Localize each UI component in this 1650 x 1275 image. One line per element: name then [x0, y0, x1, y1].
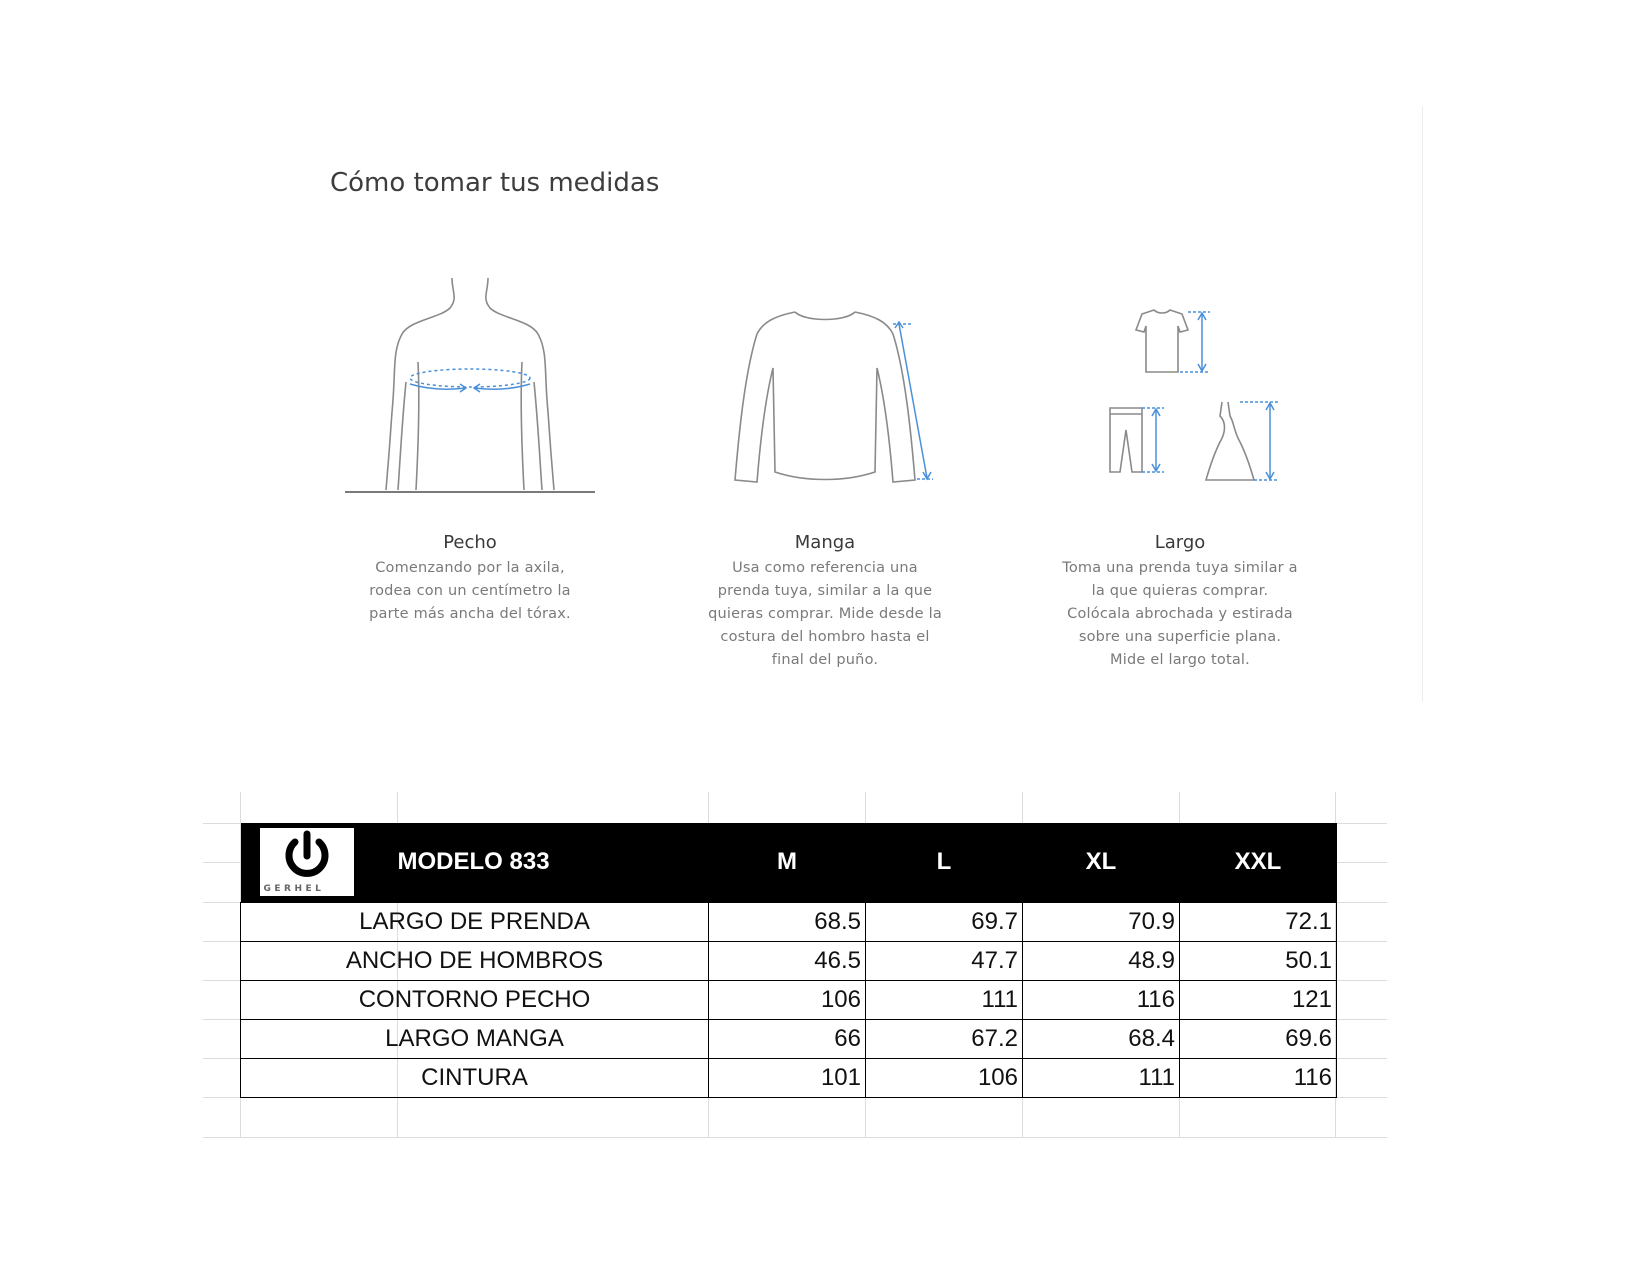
guide-item-description: Toma una prenda tuya similar a la que quieras comprar. Colócala abrochada y estirada sobre una superficie plana. Mide el largo total.: [1062, 560, 1298, 668]
table-cell: 106: [709, 980, 866, 1019]
table-cell: 68.4: [1023, 1019, 1180, 1058]
row-label: ANCHO DE HOMBROS: [241, 941, 709, 980]
size-header-xxl: XXL: [1234, 848, 1282, 876]
table-cell: 121: [1180, 980, 1337, 1019]
panel-divider: [1422, 106, 1423, 702]
guide-item-title: Largo: [1154, 532, 1206, 553]
size-header-l: L: [936, 848, 952, 876]
guide-item-description: Comenzando por la axila, rodea con un centímetro la parte más ancha del tórax.: [369, 560, 571, 622]
table-row: [241, 902, 1337, 941]
table-row: [241, 980, 1337, 1019]
chest-measure-icon: [340, 262, 600, 502]
guide-item-length: [1015, 252, 1345, 672]
row-label: CINTURA: [241, 1058, 709, 1097]
table-cell: 116: [1023, 980, 1180, 1019]
guide-item-chest: [305, 252, 635, 626]
size-header-m: M: [777, 848, 797, 876]
table-cell: 69.6: [1180, 1019, 1337, 1058]
power-icon: [260, 828, 354, 884]
sheet-gridline: [203, 1137, 1387, 1138]
table-cell: 48.9: [1023, 941, 1180, 980]
brand-logo: [260, 828, 354, 896]
brand-name: GERHEL: [263, 884, 325, 895]
table-cell: 67.2: [866, 1019, 1023, 1058]
table-cell: 68.5: [709, 902, 866, 941]
guide-item-title: Manga: [794, 532, 856, 553]
page-title: Cómo tomar tus medidas: [330, 168, 660, 198]
table-cell: 47.7: [866, 941, 1023, 980]
table-cell: 101: [709, 1058, 866, 1097]
table-cell: 111: [866, 980, 1023, 1019]
table-cell: 46.5: [709, 941, 866, 980]
guide-item-sleeve: [660, 252, 990, 672]
guide-item-title: Pecho: [443, 532, 497, 553]
table-header-row: [241, 823, 1337, 902]
table-cell: 106: [866, 1058, 1023, 1097]
brand-logo-cell: [241, 823, 398, 902]
table-row: [241, 941, 1337, 980]
row-label: LARGO DE PRENDA: [241, 902, 709, 941]
table-cell: 50.1: [1180, 941, 1337, 980]
length-measure-icon: [1070, 282, 1290, 502]
table-cell: 69.7: [866, 902, 1023, 941]
size-chart-table: [240, 823, 1337, 1098]
table-cell: 111: [1023, 1058, 1180, 1097]
row-label: CONTORNO PECHO: [241, 980, 709, 1019]
table-row: [241, 1019, 1337, 1058]
table-cell: 116: [1180, 1058, 1337, 1097]
table-cell: 70.9: [1023, 902, 1180, 941]
sleeve-measure-icon: [705, 282, 945, 502]
model-label: MODELO 833: [397, 848, 550, 876]
table-cell: 66: [709, 1019, 866, 1058]
row-label: LARGO MANGA: [241, 1019, 709, 1058]
table-cell: 72.1: [1180, 902, 1337, 941]
size-header-xl: XL: [1085, 848, 1117, 876]
table-row: [241, 1058, 1337, 1097]
guide-item-description: Usa como referencia una prenda tuya, similar a la que quieras comprar. Mide desde la costura del hombro hasta el final del puño.: [708, 560, 942, 668]
